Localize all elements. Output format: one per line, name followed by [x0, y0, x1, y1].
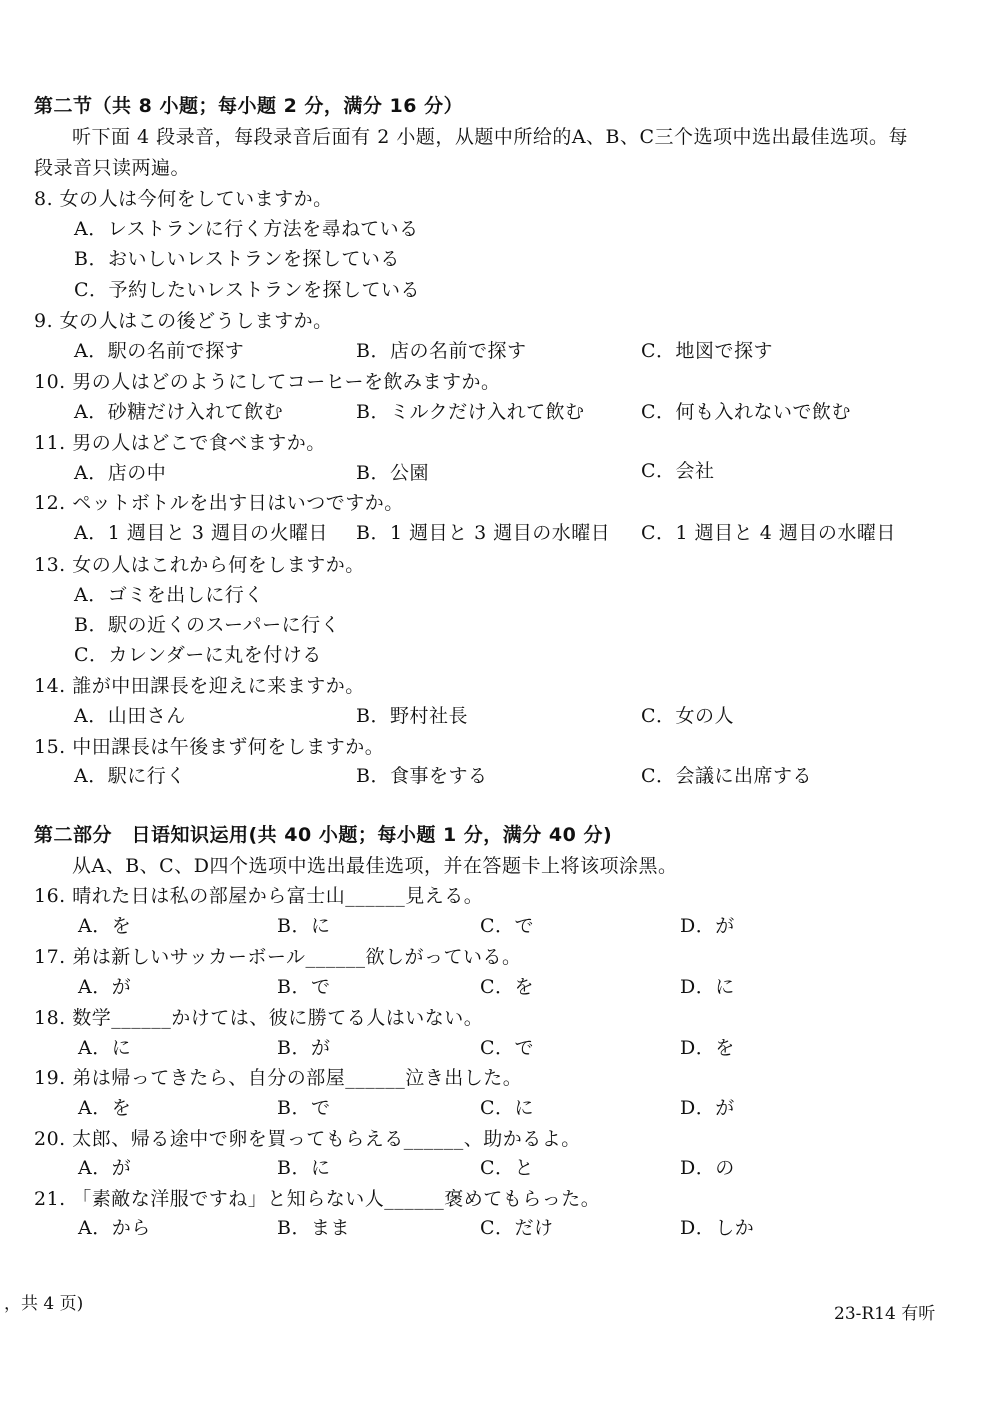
option-c: C．と — [480, 1157, 535, 1179]
option-b: B．公園 — [356, 462, 429, 484]
option-a: A．山田さん — [74, 705, 186, 727]
option-d: D．が — [680, 1097, 735, 1119]
option-b: B．ミルクだけ入れて飲む — [356, 401, 585, 423]
option-c: C．予約したいレストランを探している — [74, 279, 420, 301]
part-title: 第二部分 日语知识运用(共 40 小题；每小题 1 分，满分 40 分) — [34, 824, 613, 846]
option-d: D．に — [680, 976, 735, 998]
question-stem: 9. 女の人はこの後どうしますか。 — [34, 310, 333, 332]
option-d: D．しか — [680, 1217, 755, 1239]
option-a: A．を — [78, 1097, 132, 1119]
option-c: C．に — [480, 1097, 535, 1119]
option-c: C．で — [480, 915, 535, 937]
question-stem: 14. 誰が中田課長を迎えに来ますか。 — [34, 675, 365, 697]
option-b: B．野村社長 — [356, 705, 468, 727]
question-stem: 17. 弟は新しいサッカーボール______欲しがっている。 — [34, 946, 522, 968]
option-d: D．を — [680, 1037, 735, 1059]
option-a: A．に — [78, 1037, 132, 1059]
option-b: B．に — [277, 1157, 331, 1179]
option-b: B．で — [277, 1097, 331, 1119]
option-b: B．に — [277, 915, 331, 937]
question-stem: 18. 数学______かけては、彼に勝てる人はいない。 — [34, 1007, 484, 1029]
option-c: C．カレンダーに丸を付ける — [74, 644, 322, 666]
question-stem: 8. 女の人は今何をしていますか。 — [34, 188, 333, 210]
option-a: A．から — [78, 1217, 151, 1239]
footer-code: 23-R14 有听 — [834, 1304, 936, 1324]
option-c: C．だけ — [480, 1217, 554, 1239]
question-stem: 13. 女の人はこれから何をしますか。 — [34, 554, 365, 576]
option-c: C．何も入れないで飲む — [641, 401, 852, 423]
option-b: B．おいしいレストランを探している — [74, 248, 400, 270]
section-title: 第二节（共 8 小题；每小题 2 分，满分 16 分） — [34, 95, 464, 117]
question-stem: 15. 中田課長は午後まず何をしますか。 — [34, 736, 385, 758]
section-instruction: 段录音只读两遍。 — [34, 157, 191, 179]
option-a: A．駅の名前で探す — [74, 340, 245, 362]
option-b: B．が — [277, 1037, 331, 1059]
part-instruction: 从A、B、C、D四个选项中选出最佳选项，并在答题卡上将该项涂黑。 — [72, 855, 678, 877]
question-stem: 16. 晴れた日は私の部屋から富士山______見える。 — [34, 885, 484, 907]
question-stem: 10. 男の人はどのようにしてコーヒーを飲みますか。 — [34, 371, 501, 393]
option-b: B．駅の近くのスーパーに行く — [74, 614, 341, 636]
option-a: A．駅に行く — [74, 765, 186, 787]
option-c: C．を — [480, 976, 535, 998]
option-a: A．レストランに行く方法を尋ねている — [74, 218, 419, 240]
option-c: C．1 週目と 4 週目の水曜日 — [641, 522, 896, 544]
option-a: A．ゴミを出しに行く — [74, 584, 264, 606]
option-c: C．女の人 — [641, 705, 735, 727]
question-stem: 12. ペットボトルを出す日はいつですか。 — [34, 492, 404, 514]
section-instruction: 听下面 4 段录音，每段录音后面有 2 小题，从题中所给的A、B、C三个选项中选出最佳选项。每 — [72, 126, 909, 148]
option-a: A．が — [78, 976, 132, 998]
question-stem: 21. 「素敵な洋服ですね」と知らない人______褒めてもらった。 — [34, 1188, 601, 1210]
option-a: A．店の中 — [74, 462, 167, 484]
option-a: A．砂糖だけ入れて飲む — [74, 401, 284, 423]
option-a: A．1 週目と 3 週目の火曜日 — [74, 522, 329, 544]
option-a: A．を — [78, 915, 132, 937]
question-stem: 20. 太郎、帰る途中で卵を買ってもらえる______、助かるよ。 — [34, 1128, 581, 1150]
question-stem: 19. 弟は帰ってきたら、自分の部屋______泣き出した。 — [34, 1067, 523, 1089]
option-b: B．店の名前で探す — [356, 340, 527, 362]
option-c: C．会社 — [641, 460, 715, 482]
footer-page-count: ，共 4 页) — [4, 1294, 84, 1314]
option-b: B．1 週目と 3 週目の水曜日 — [356, 522, 611, 544]
option-c: C．地図で探す — [641, 340, 774, 362]
option-d: D．が — [680, 915, 735, 937]
option-c: C．で — [480, 1037, 535, 1059]
option-c: C．会議に出席する — [641, 765, 813, 787]
option-a: A．が — [78, 1157, 132, 1179]
option-b: B．食事をする — [356, 765, 488, 787]
question-stem: 11. 男の人はどこで食べますか。 — [34, 432, 326, 454]
option-b: B．で — [277, 976, 331, 998]
option-b: B．まま — [277, 1217, 350, 1239]
option-d: D．の — [680, 1157, 735, 1179]
